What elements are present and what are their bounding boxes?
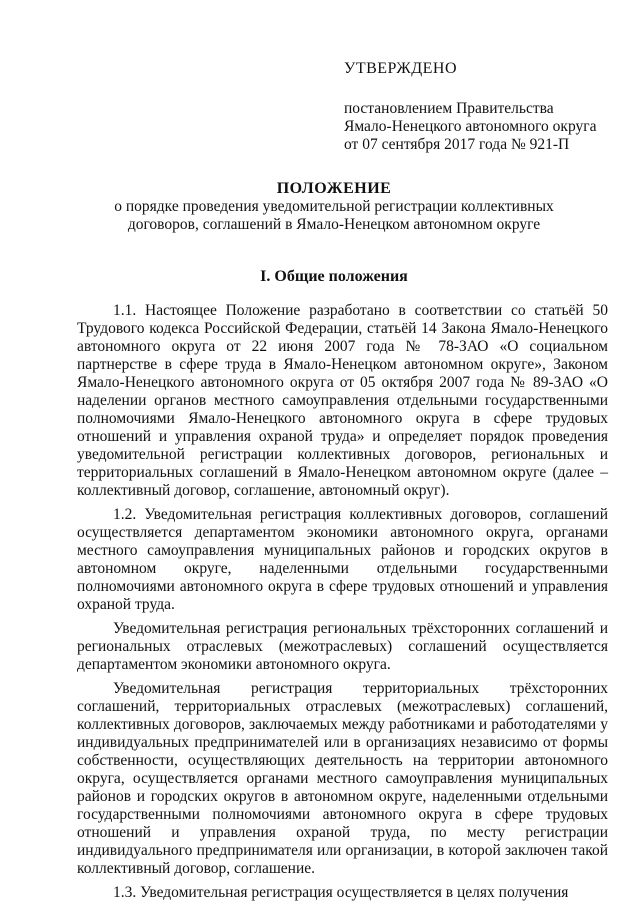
approval-line: Ямало-Ненецкого автономного округа: [344, 118, 597, 135]
approval-line: постановлением Правительства: [344, 100, 554, 117]
paragraph: 1.3. Уведомительная регистрация осуществляется в целях получения: [113, 884, 569, 901]
paragraph: Уведомительная регистрация территориальных трёхсторонних соглашений, территориальных отраслевых (межотраслевых) соглашений, коллективных договоров, заключаемых между работниками и работодателями у индивидуальных предпринимателей или в организациях независимо от формы собственности, осуществляющих деятельность на территории автономного округа, осуществляется органами местного самоуправления муниципальных районов и городских округов в автономном округе, наделенными отдельными государственными полномочиями автономного округа в сфере трудовых отношений и управления охраной труда, по месту регистрации индивидуального предпринимателя или организации, в которой заключен такой коллективный договор, соглашение.: [77, 680, 608, 877]
document-title-block: [60, 180, 608, 234]
paragraph: 1.1. Настоящее Положение разработано в соответствии со статьёй 50 Трудового кодекса Российской Федерации, статьёй 14 Закона Ямало-Ненецкого автономного округа от 22 июня 2007 года № 78-ЗАО «О социальном партнерстве в сфере труда в Ямало-Ненецком автономном округе», Законом Ямало-Ненецкого автономного округа от 05 октября 2007 года № 89-ЗАО «О наделении органов местного самоуправления отдельными государственными полномочиями Ямало-Ненецкого автономного округа в сфере трудовых отношений и управления охраной труда» и определяет порядок проведения уведомительной регистрации коллективных договоров, региональных и территориальных соглашений в Ямало-Ненецком автономном округе (далее – коллективный договор, соглашение, автономный округ).: [77, 302, 608, 499]
paragraph: 1.2. Уведомительная регистрация коллективных договоров, соглашений осуществляется департаментом экономики автономного округа, органами местного самоуправления муниципальных районов и городских округов в автономном округе, наделенными отдельными государственными полномочиями автономного округа в сфере трудовых отношений и управления охраной труда.: [77, 506, 608, 613]
document-title: ПОЛОЖЕНИЕ: [276, 180, 392, 197]
approval-heading: УТВЕРЖДЕНО: [344, 60, 458, 77]
document-subtitle: договоров, соглашений в Ямало-Ненецком автономном округе: [127, 216, 541, 233]
document-body: [77, 302, 608, 908]
section-heading: I. Общие положения: [260, 268, 408, 285]
document-subtitle: о порядке проведения уведомительной регистрации коллективных: [114, 198, 554, 215]
paragraph: Уведомительная регистрация региональных трёхсторонних соглашений и региональных отраслевых (межотраслевых) соглашений осуществляется департаментом экономики автономного округа.: [77, 620, 608, 673]
approval-block: [344, 60, 634, 154]
approval-line: от 07 сентября 2017 года № 921-П: [344, 136, 570, 153]
